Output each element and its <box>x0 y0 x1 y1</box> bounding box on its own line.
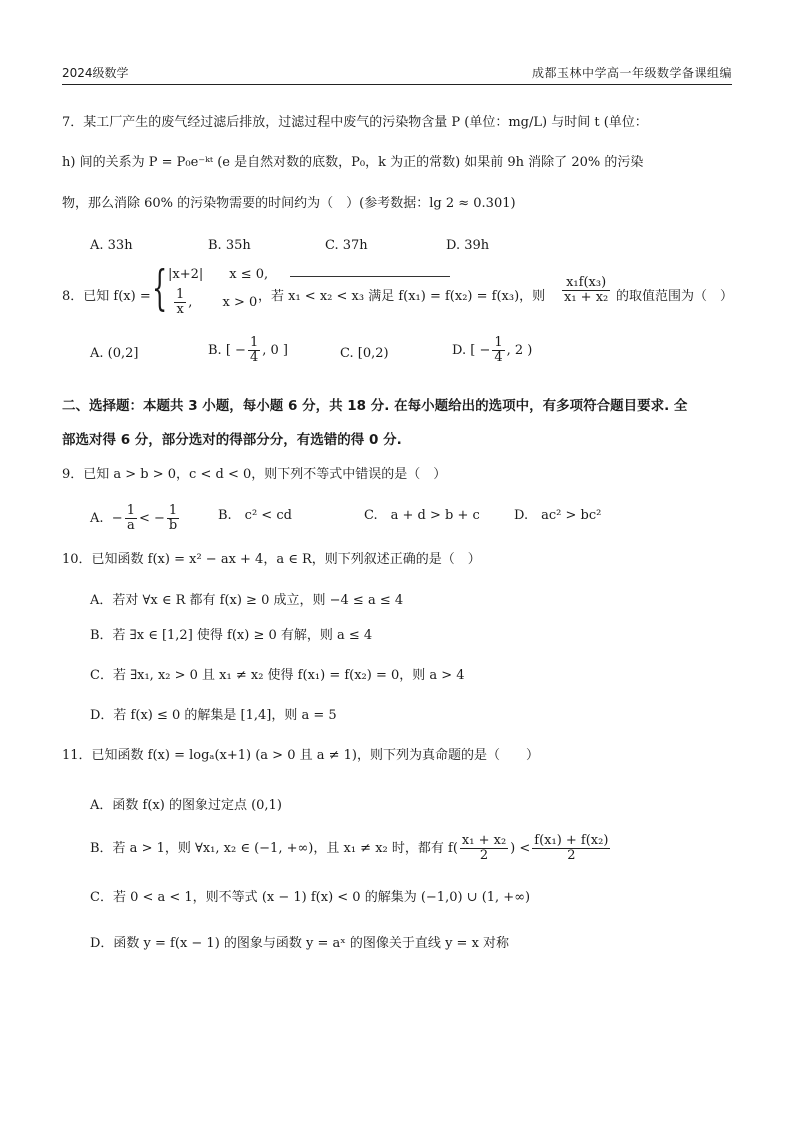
q11-option-c: C．若 0 < a < 1，则不等式 (x − 1) f(x) < 0 的解集为 (−1,0) ∪ (1, +∞) <box>90 890 531 905</box>
q8-overline <box>290 276 450 277</box>
q10-option-c: C．若 ∃x₁, x₂ > 0 且 x₁ ≠ x₂ 使得 f(x₁) = f(x₂) = 0，则 a > 4 <box>90 668 465 683</box>
q8-option-d: D. [ − $\frac{1}{4}$ , 2 ) <box>452 335 533 365</box>
q8-fraction: $\frac{\text{x₁f(x₃)}}{\text{x₁ + x₂}}$ <box>564 275 609 305</box>
section2-heading-line2: 部选对得 6 分，部分选对的得部分分，有选错的得 0 分. <box>62 432 402 448</box>
q8-piece1: |x+2| x ≤ 0, <box>168 267 269 282</box>
piecewise-brace: { <box>152 260 168 316</box>
q9-option-b: B. c² < cd <box>218 508 292 523</box>
q7-option-b: B. 35h <box>208 238 251 253</box>
q7-option-d: D. 39h <box>446 238 490 253</box>
q9-option-a: A. − $\frac{1}{a}$ < − $\frac{1}{b}$ <box>90 503 178 533</box>
q10-option-a: A．若对 ∀x ∈ R 都有 f(x) ≥ 0 成立，则 −4 ≤ a ≤ 4 <box>90 593 404 608</box>
q10-option-b: B．若 ∃x ∈ [1,2] 使得 f(x) ≥ 0 有解，则 a ≤ 4 <box>90 628 373 643</box>
header-course: 2024级数学 <box>62 66 129 80</box>
q8-option-a: A. (0,2] <box>90 346 139 361</box>
q9-option-d: D. ac² > bc² <box>514 508 602 523</box>
q8-mid: ，若 x₁ < x₂ < x₃ 满足 f(x₁) = f(x₂) = f(x₃)，则 <box>258 289 546 304</box>
q8-suffix: 的取值范围为（ ） <box>616 289 734 304</box>
q8-prefix: 8．已知 f(x) = <box>62 289 151 304</box>
page-header <box>62 62 732 85</box>
q7-line2: h) 间的关系为 P = P₀e⁻ᵏᵗ (e 是自然对数的底数，P₀，k 为正的常数) 如果前 9h 消除了 20% 的污染 <box>62 155 644 170</box>
q11-option-a: A．函数 f(x) 的图象过定点 (0,1) <box>90 798 282 813</box>
q7-line1: 7．某工厂产生的废气经过滤后排放，过滤过程中废气的污染物含量 P (单位：mg/L) 与时间 t (单位： <box>62 115 648 130</box>
q9-stem: 9．已知 a > b > 0，c < d < 0，则下列不等式中错误的是（ ） <box>62 467 447 482</box>
q8-option-b: B. [ − $\frac{1}{4}$ , 0 ] <box>208 335 288 365</box>
q11-option-d: D．函数 y = f(x − 1) 的图象与函数 y = aˣ 的图像关于直线 y = x 对称 <box>90 936 510 951</box>
q11-stem: 11．已知函数 f(x) = logₐ(x+1) (a > 0 且 a ≠ 1)，则下列为真命题的是（ ） <box>62 748 539 763</box>
q8-piece2: $\frac{1}{x}$ , x > 0 <box>176 287 258 317</box>
q7-line3: 物，那么消除 60% 的污染物需要的时间约为（ ）(参考数据：lg 2 ≈ 0.301) <box>62 196 516 211</box>
q11-option-b: B．若 a > 1，则 ∀x₁, x₂ ∈ (−1, +∞)，且 x₁ ≠ x₂ 时，都有 f( $\frac{\text{x₁ + x₂}}{2}$ ) < $\frac{\text{f(x₁) + f(x₂)}}{2}$ <box>90 833 609 863</box>
q8-option-c: C. [0,2) <box>340 346 389 361</box>
header-school: 成都玉林中学高一年级数学备课组编 <box>531 66 732 80</box>
q7-option-a: A. 33h <box>90 238 133 253</box>
q7-option-c: C. 37h <box>325 238 368 253</box>
section2-heading-line1: 二、选择题：本题共 3 小题，每小题 6 分，共 18 分. 在每小题给出的选项中，有多项符合题目要求. 全 <box>62 398 688 414</box>
q8-piece2-frac: $\frac{1}{x}$ <box>176 287 185 317</box>
q10-stem: 10．已知函数 f(x) = x² − ax + 4，a ∈ R，则下列叙述正确的是（ ） <box>62 552 481 567</box>
q10-option-d: D．若 f(x) ≤ 0 的解集是 [1,4]，则 a = 5 <box>90 708 337 723</box>
q9-option-c: C. a + d > b + c <box>364 508 480 523</box>
